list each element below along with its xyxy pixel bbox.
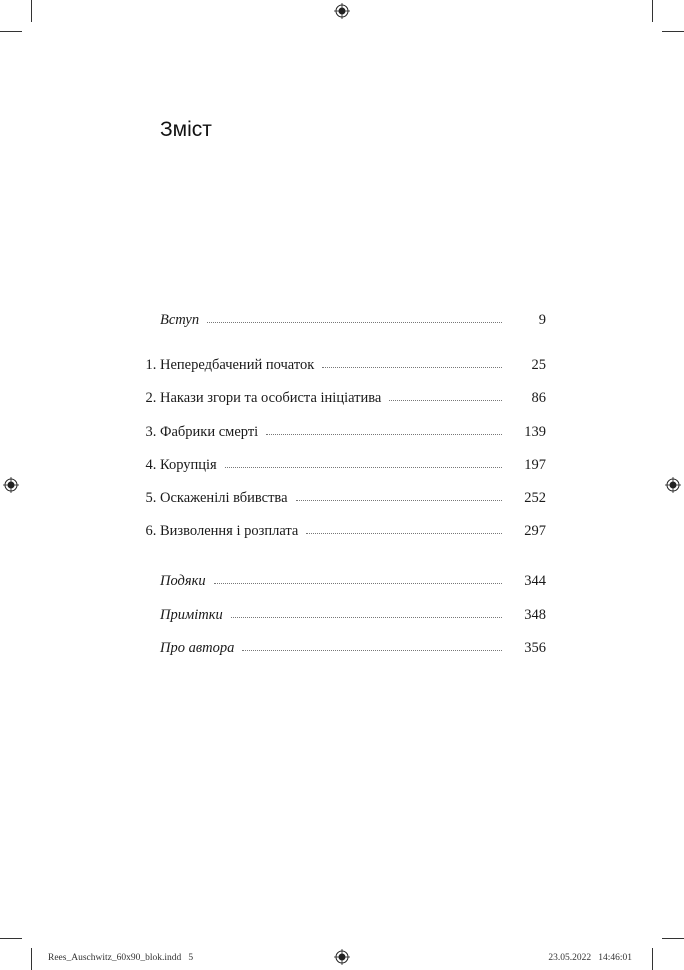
crop-mark-top-left	[31, 0, 32, 22]
dot-leader	[389, 400, 502, 401]
dot-leader	[306, 533, 502, 534]
toc-entry-page: 297	[524, 523, 546, 539]
dot-leader	[296, 500, 502, 501]
toc-entry-page: 252	[524, 490, 546, 506]
registration-mark-left	[3, 477, 19, 493]
dot-leader	[231, 617, 502, 618]
toc-entry-page: 9	[538, 312, 546, 328]
toc-entry-chapter-6[interactable]	[118, 520, 546, 542]
toc-entry-chapter-1[interactable]	[118, 354, 546, 376]
toc-entry-chapter-5[interactable]	[118, 487, 546, 509]
dot-leader	[207, 322, 502, 323]
toc-entry-intro[interactable]	[118, 309, 546, 331]
toc-entry-page: 86	[531, 390, 546, 406]
crop-mark-bottom-left	[31, 948, 32, 970]
toc-entry-number: 6.	[145, 523, 160, 539]
toc-entry-acknowledgements[interactable]	[118, 570, 546, 592]
toc-entry-number: 1.	[145, 357, 160, 373]
dot-leader	[214, 583, 502, 584]
toc-entry-label: Непередбачений початок	[160, 357, 315, 373]
registration-mark-top	[334, 3, 350, 19]
toc-entry-page: 344	[524, 573, 546, 589]
dot-leader	[266, 434, 502, 435]
toc-entry-chapter-4[interactable]	[118, 454, 546, 476]
registration-mark-right	[665, 477, 681, 493]
slug-filename: Rees_Auschwitz_60x90_blok.indd 5	[48, 953, 194, 963]
toc-entry-about-author[interactable]	[118, 637, 546, 659]
toc-entry-number: 5.	[145, 490, 160, 506]
dot-leader	[322, 367, 502, 368]
registration-mark-bottom	[334, 949, 350, 965]
slug-datetime: 23.05.2022 14:46:01	[548, 953, 632, 963]
toc-entry-number: 3.	[145, 424, 160, 440]
toc-entry-label: Визволення і розплата	[160, 523, 299, 539]
toc-entry-page: 356	[524, 640, 546, 656]
toc-entry-label: Оскаженілі вбивства	[160, 490, 288, 506]
toc-entry-label: Корупція	[160, 457, 217, 473]
crop-mark-top-right	[652, 0, 653, 22]
toc-entry-number: 2.	[145, 390, 160, 406]
dot-leader	[242, 650, 502, 651]
toc-entry-label: Накази згори та особиста ініціатива	[160, 390, 382, 406]
toc-entry-page: 348	[524, 607, 546, 623]
toc-entry-page: 25	[531, 357, 546, 373]
toc-entry-chapter-2[interactable]	[118, 387, 546, 409]
toc-entry-label: Примітки	[160, 607, 223, 623]
page-title: Зміст	[160, 118, 212, 141]
toc-entry-number: 4.	[145, 457, 160, 473]
toc-entry-page: 197	[524, 457, 546, 473]
toc-entry-page: 139	[524, 424, 546, 440]
toc-entry-label: Фабрики смерті	[160, 424, 259, 440]
toc-entry-label: Подяки	[160, 573, 206, 589]
crop-mark-top-right-h	[662, 31, 684, 32]
toc-entry-notes[interactable]	[118, 604, 546, 626]
crop-mark-bottom-right-h	[662, 938, 684, 939]
toc-entry-label: Про автора	[160, 640, 235, 656]
toc-entry-label: Вступ	[160, 312, 200, 328]
crop-mark-bottom-left-h	[0, 938, 22, 939]
toc-entry-chapter-3[interactable]	[118, 421, 546, 443]
dot-leader	[225, 467, 502, 468]
crop-mark-bottom-right	[652, 948, 653, 970]
crop-mark-top-left-h	[0, 31, 22, 32]
